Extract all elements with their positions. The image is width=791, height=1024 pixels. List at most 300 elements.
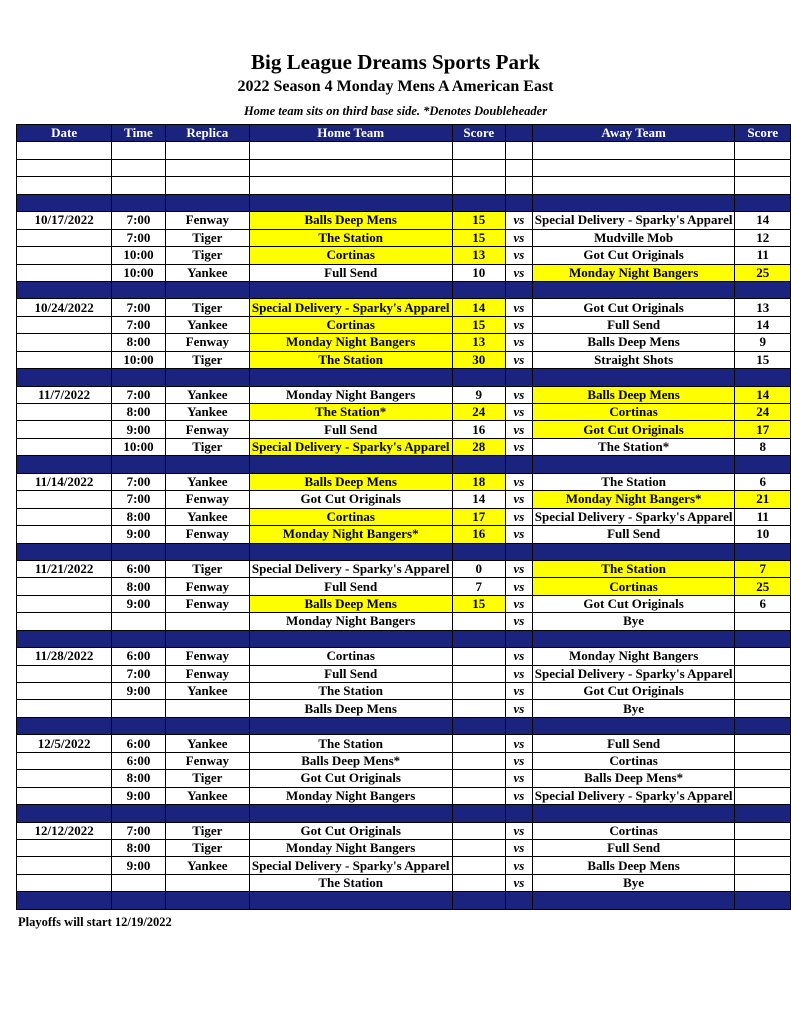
away-score-cell: 17 xyxy=(735,421,791,438)
date-cell xyxy=(17,787,112,804)
field-cell: Tiger xyxy=(165,839,249,856)
field-cell: Yankee xyxy=(165,857,249,874)
blank-row xyxy=(17,159,791,176)
away-score-cell xyxy=(735,648,791,665)
home-score-cell xyxy=(452,683,506,700)
vs-cell: vs xyxy=(506,491,533,508)
col-away-score-header: Score xyxy=(735,125,791,142)
game-row xyxy=(17,787,791,804)
away-score-cell xyxy=(735,770,791,787)
field-cell: Fenway xyxy=(165,491,249,508)
home-team-cell xyxy=(249,194,452,211)
time-cell: 7:00 xyxy=(112,491,166,508)
home-team-cell xyxy=(249,369,452,386)
date-cell xyxy=(17,717,112,734)
field-cell: Yankee xyxy=(165,404,249,421)
away-team-cell: Monday Night Bangers* xyxy=(532,491,735,508)
home-team-cell xyxy=(249,892,452,909)
vs-cell xyxy=(506,543,533,560)
date-cell xyxy=(17,770,112,787)
home-score-cell xyxy=(452,874,506,891)
date-cell xyxy=(17,247,112,264)
game-row xyxy=(17,822,791,839)
game-row xyxy=(17,857,791,874)
away-team-cell xyxy=(532,665,735,682)
team-name: Special Delivery - Sparky's Apparel xyxy=(534,508,733,524)
field-cell xyxy=(165,874,249,891)
time-cell: 10:00 xyxy=(112,351,166,368)
field-cell: Fenway xyxy=(165,578,249,595)
time-cell: 7:00 xyxy=(112,299,166,316)
date-cell: 12/5/2022 xyxy=(17,735,112,752)
date-cell xyxy=(17,526,112,543)
time-cell: 7:00 xyxy=(112,316,166,333)
field-cell: Tiger xyxy=(165,770,249,787)
field-cell xyxy=(165,613,249,630)
time-cell xyxy=(112,700,166,717)
away-score-cell xyxy=(735,735,791,752)
field-cell: Fenway xyxy=(165,752,249,769)
home-team-cell: Monday Night Bangers xyxy=(249,613,452,630)
away-score-cell xyxy=(735,665,791,682)
away-team-cell: Monday Night Bangers xyxy=(532,264,735,281)
time-cell xyxy=(112,874,166,891)
time-cell: 7:00 xyxy=(112,473,166,490)
time-cell xyxy=(112,159,166,176)
away-score-cell xyxy=(735,369,791,386)
field-cell xyxy=(165,892,249,909)
date-cell xyxy=(17,491,112,508)
game-row xyxy=(17,247,791,264)
home-team-cell xyxy=(249,159,452,176)
home-team-cell: Full Send xyxy=(249,421,452,438)
away-team-cell: Straight Shots xyxy=(532,351,735,368)
vs-cell: vs xyxy=(506,700,533,717)
field-cell: Yankee xyxy=(165,316,249,333)
away-score-cell: 12 xyxy=(735,229,791,246)
vs-cell: vs xyxy=(506,351,533,368)
time-cell: 6:00 xyxy=(112,560,166,577)
vs-cell: vs xyxy=(506,874,533,891)
away-score-cell: 24 xyxy=(735,404,791,421)
away-score-cell: 11 xyxy=(735,247,791,264)
field-cell xyxy=(165,700,249,717)
game-row xyxy=(17,648,791,665)
home-team-cell: The Station* xyxy=(249,404,452,421)
col-time-header: Time xyxy=(112,125,166,142)
date-cell xyxy=(17,839,112,856)
time-cell: 9:00 xyxy=(112,857,166,874)
vs-cell: vs xyxy=(506,421,533,438)
home-team-cell xyxy=(249,299,452,316)
away-team-cell: Balls Deep Mens xyxy=(532,386,735,403)
vs-cell: vs xyxy=(506,229,533,246)
away-team-cell xyxy=(532,456,735,473)
away-score-cell xyxy=(735,194,791,211)
date-cell xyxy=(17,142,112,159)
vs-cell xyxy=(506,177,533,194)
field-cell: Tiger xyxy=(165,822,249,839)
week-separator-row xyxy=(17,630,791,647)
away-score-cell: 13 xyxy=(735,299,791,316)
field-cell: Fenway xyxy=(165,334,249,351)
home-score-cell: 18 xyxy=(452,473,506,490)
home-score-cell xyxy=(452,857,506,874)
vs-cell: vs xyxy=(506,560,533,577)
away-team-cell xyxy=(532,369,735,386)
date-cell xyxy=(17,630,112,647)
home-team-cell: Cortinas xyxy=(249,648,452,665)
date-cell xyxy=(17,369,112,386)
home-score-cell: 17 xyxy=(452,508,506,525)
vs-cell xyxy=(506,142,533,159)
home-team-cell: Got Cut Originals xyxy=(249,822,452,839)
home-team-cell xyxy=(249,281,452,298)
col-replica-header: Replica xyxy=(165,125,249,142)
vs-cell: vs xyxy=(506,839,533,856)
away-team-cell: Monday Night Bangers xyxy=(532,648,735,665)
home-score-cell xyxy=(452,613,506,630)
away-team-cell: Got Cut Originals xyxy=(532,421,735,438)
game-row xyxy=(17,526,791,543)
game-row xyxy=(17,508,791,525)
home-score-cell xyxy=(452,648,506,665)
home-team-cell xyxy=(249,438,452,455)
home-score-cell xyxy=(452,839,506,856)
col-away-team-header: Away Team xyxy=(532,125,735,142)
field-cell: Tiger xyxy=(165,247,249,264)
date-cell xyxy=(17,159,112,176)
time-cell: 6:00 xyxy=(112,752,166,769)
away-score-cell: 11 xyxy=(735,508,791,525)
game-row xyxy=(17,874,791,891)
home-score-cell: 16 xyxy=(452,526,506,543)
header-row xyxy=(17,125,791,142)
home-team-cell xyxy=(249,177,452,194)
date-cell xyxy=(17,351,112,368)
game-row xyxy=(17,595,791,612)
vs-cell: vs xyxy=(506,857,533,874)
vs-cell xyxy=(506,892,533,909)
schedule-note: Home team sits on third base side. *Denotes Doubleheader xyxy=(243,104,548,118)
date-cell xyxy=(17,700,112,717)
away-score-cell xyxy=(735,683,791,700)
team-name: Special Delivery - Sparky's Apparel xyxy=(251,561,450,577)
away-team-cell xyxy=(532,717,735,734)
game-row xyxy=(17,229,791,246)
home-score-cell xyxy=(452,630,506,647)
game-row xyxy=(17,351,791,368)
home-score-cell xyxy=(452,822,506,839)
vs-cell: vs xyxy=(506,334,533,351)
date-cell xyxy=(17,683,112,700)
vs-cell: vs xyxy=(506,822,533,839)
away-team-cell xyxy=(532,159,735,176)
schedule-table xyxy=(16,124,791,910)
time-cell: 9:00 xyxy=(112,787,166,804)
home-score-cell xyxy=(452,543,506,560)
col-home-team-header: Home Team xyxy=(249,125,452,142)
vs-cell: vs xyxy=(506,595,533,612)
date-cell xyxy=(17,857,112,874)
home-score-cell: 16 xyxy=(452,421,506,438)
home-team-cell xyxy=(249,543,452,560)
game-row xyxy=(17,613,791,630)
away-team-cell: Got Cut Originals xyxy=(532,299,735,316)
away-team-cell: Got Cut Originals xyxy=(532,683,735,700)
time-cell: 7:00 xyxy=(112,212,166,229)
time-cell xyxy=(112,892,166,909)
vs-cell: vs xyxy=(506,473,533,490)
home-team-cell: Got Cut Originals xyxy=(249,770,452,787)
field-cell xyxy=(165,159,249,176)
home-score-cell: 15 xyxy=(452,595,506,612)
time-cell xyxy=(112,456,166,473)
home-team-cell: Cortinas xyxy=(249,316,452,333)
vs-cell: vs xyxy=(506,735,533,752)
away-score-cell xyxy=(735,630,791,647)
field-cell xyxy=(165,630,249,647)
date-cell xyxy=(17,595,112,612)
away-score-cell: 14 xyxy=(735,316,791,333)
date-cell xyxy=(17,665,112,682)
field-cell: Fenway xyxy=(165,421,249,438)
field-cell: Tiger xyxy=(165,299,249,316)
away-score-cell xyxy=(735,142,791,159)
away-score-cell xyxy=(735,177,791,194)
date-cell: 11/7/2022 xyxy=(17,386,112,403)
date-cell: 10/24/2022 xyxy=(17,299,112,316)
home-score-cell: 13 xyxy=(452,334,506,351)
away-score-cell xyxy=(735,281,791,298)
home-team-cell: Monday Night Bangers* xyxy=(249,526,452,543)
date-cell xyxy=(17,543,112,560)
date-cell xyxy=(17,874,112,891)
home-team-cell xyxy=(249,142,452,159)
time-cell xyxy=(112,630,166,647)
vs-cell: vs xyxy=(506,438,533,455)
col-vs-header xyxy=(506,125,533,142)
season-subtitle: 2022 Season 4 Monday Mens A American East xyxy=(237,78,554,95)
away-score-cell xyxy=(735,613,791,630)
away-score-cell xyxy=(735,839,791,856)
field-cell: Tiger xyxy=(165,438,249,455)
field-cell: Fenway xyxy=(165,648,249,665)
week-separator-row xyxy=(17,456,791,473)
home-score-cell xyxy=(452,159,506,176)
game-row xyxy=(17,491,791,508)
away-score-cell xyxy=(735,700,791,717)
date-cell xyxy=(17,281,112,298)
away-team-cell: The Station xyxy=(532,560,735,577)
away-score-cell xyxy=(735,159,791,176)
vs-cell: vs xyxy=(506,316,533,333)
home-score-cell: 9 xyxy=(452,386,506,403)
time-cell: 7:00 xyxy=(112,386,166,403)
field-cell xyxy=(165,717,249,734)
time-cell: 8:00 xyxy=(112,770,166,787)
home-team-cell xyxy=(249,560,452,577)
away-team-cell: Got Cut Originals xyxy=(532,247,735,264)
home-score-cell xyxy=(452,142,506,159)
page-title: Big League Dreams Sports Park xyxy=(251,50,540,74)
home-team-cell: Monday Night Bangers xyxy=(249,386,452,403)
home-score-cell xyxy=(452,456,506,473)
vs-cell: vs xyxy=(506,665,533,682)
home-team-cell: The Station xyxy=(249,735,452,752)
time-cell: 7:00 xyxy=(112,665,166,682)
away-score-cell xyxy=(735,456,791,473)
time-cell: 10:00 xyxy=(112,438,166,455)
home-score-cell: 7 xyxy=(452,578,506,595)
time-cell: 8:00 xyxy=(112,334,166,351)
home-score-cell: 14 xyxy=(452,299,506,316)
home-score-cell: 14 xyxy=(452,491,506,508)
game-row xyxy=(17,404,791,421)
date-cell xyxy=(17,264,112,281)
field-cell: Tiger xyxy=(165,229,249,246)
home-team-cell xyxy=(249,857,452,874)
date-cell xyxy=(17,613,112,630)
home-team-cell: Cortinas xyxy=(249,508,452,525)
time-cell xyxy=(112,142,166,159)
home-score-cell xyxy=(452,281,506,298)
vs-cell: vs xyxy=(506,247,533,264)
time-cell xyxy=(112,281,166,298)
away-team-cell: Balls Deep Mens xyxy=(532,334,735,351)
home-score-cell xyxy=(452,805,506,822)
team-name: Special Delivery - Sparky's Apparel xyxy=(534,665,733,681)
away-score-cell xyxy=(735,752,791,769)
time-cell: 8:00 xyxy=(112,578,166,595)
away-team-cell: Bye xyxy=(532,700,735,717)
field-cell xyxy=(165,456,249,473)
time-cell xyxy=(112,194,166,211)
away-team-cell: Cortinas xyxy=(532,822,735,839)
away-team-cell: Bye xyxy=(532,874,735,891)
home-score-cell xyxy=(452,369,506,386)
week-separator-row xyxy=(17,805,791,822)
home-score-cell xyxy=(452,717,506,734)
vs-cell: vs xyxy=(506,770,533,787)
week-separator-row xyxy=(17,892,791,909)
away-score-cell: 14 xyxy=(735,212,791,229)
away-team-cell xyxy=(532,142,735,159)
time-cell: 6:00 xyxy=(112,735,166,752)
time-cell xyxy=(112,369,166,386)
vs-cell xyxy=(506,456,533,473)
field-cell: Tiger xyxy=(165,351,249,368)
vs-cell: vs xyxy=(506,752,533,769)
game-row xyxy=(17,386,791,403)
date-cell: 11/28/2022 xyxy=(17,648,112,665)
home-score-cell: 15 xyxy=(452,229,506,246)
team-name: Special Delivery - Sparky's Apparel xyxy=(251,857,450,873)
vs-cell xyxy=(506,717,533,734)
home-team-cell xyxy=(249,456,452,473)
game-row xyxy=(17,700,791,717)
time-cell xyxy=(112,177,166,194)
home-team-cell: Got Cut Originals xyxy=(249,491,452,508)
date-cell: 11/21/2022 xyxy=(17,560,112,577)
vs-cell xyxy=(506,805,533,822)
away-team-cell xyxy=(532,177,735,194)
home-score-cell xyxy=(452,892,506,909)
field-cell xyxy=(165,194,249,211)
home-team-cell: Cortinas xyxy=(249,247,452,264)
home-score-cell: 15 xyxy=(452,212,506,229)
home-score-cell: 15 xyxy=(452,316,506,333)
home-team-cell xyxy=(249,805,452,822)
home-score-cell: 28 xyxy=(452,438,506,455)
field-cell xyxy=(165,142,249,159)
home-team-cell: The Station xyxy=(249,874,452,891)
home-team-cell: Full Send xyxy=(249,264,452,281)
home-score-cell xyxy=(452,770,506,787)
date-cell xyxy=(17,892,112,909)
vs-cell xyxy=(506,194,533,211)
home-team-cell: Balls Deep Mens* xyxy=(249,752,452,769)
home-team-cell: Full Send xyxy=(249,665,452,682)
time-cell: 8:00 xyxy=(112,839,166,856)
home-score-cell xyxy=(452,752,506,769)
away-team-cell xyxy=(532,212,735,229)
game-row xyxy=(17,334,791,351)
date-cell: 11/14/2022 xyxy=(17,473,112,490)
playoffs-note: Playoffs will start 12/19/2022 xyxy=(18,915,172,929)
field-cell: Yankee xyxy=(165,473,249,490)
away-score-cell xyxy=(735,822,791,839)
vs-cell: vs xyxy=(506,212,533,229)
date-cell xyxy=(17,316,112,333)
field-cell: Yankee xyxy=(165,508,249,525)
away-team-cell xyxy=(532,508,735,525)
team-name: Special Delivery - Sparky's Apparel xyxy=(251,299,450,315)
date-cell xyxy=(17,229,112,246)
home-team-cell xyxy=(249,717,452,734)
away-team-cell xyxy=(532,281,735,298)
home-team-cell: The Station xyxy=(249,229,452,246)
time-cell xyxy=(112,613,166,630)
week-separator-row xyxy=(17,543,791,560)
col-home-score-header: Score xyxy=(452,125,506,142)
home-score-cell xyxy=(452,665,506,682)
game-row xyxy=(17,438,791,455)
time-cell: 9:00 xyxy=(112,683,166,700)
vs-cell: vs xyxy=(506,648,533,665)
week-separator-row xyxy=(17,194,791,211)
home-score-cell: 24 xyxy=(452,404,506,421)
home-team-cell: Balls Deep Mens xyxy=(249,595,452,612)
away-team-cell: The Station* xyxy=(532,438,735,455)
date-cell xyxy=(17,438,112,455)
vs-cell xyxy=(506,369,533,386)
time-cell xyxy=(112,543,166,560)
away-team-cell: Full Send xyxy=(532,526,735,543)
home-score-cell xyxy=(452,735,506,752)
away-score-cell xyxy=(735,717,791,734)
time-cell: 8:00 xyxy=(112,508,166,525)
date-cell: 10/17/2022 xyxy=(17,212,112,229)
away-team-cell xyxy=(532,892,735,909)
away-team-cell: Cortinas xyxy=(532,404,735,421)
field-cell: Yankee xyxy=(165,683,249,700)
game-row xyxy=(17,299,791,316)
vs-cell: vs xyxy=(506,508,533,525)
home-score-cell: 30 xyxy=(452,351,506,368)
field-cell: Fenway xyxy=(165,595,249,612)
away-team-cell xyxy=(532,543,735,560)
